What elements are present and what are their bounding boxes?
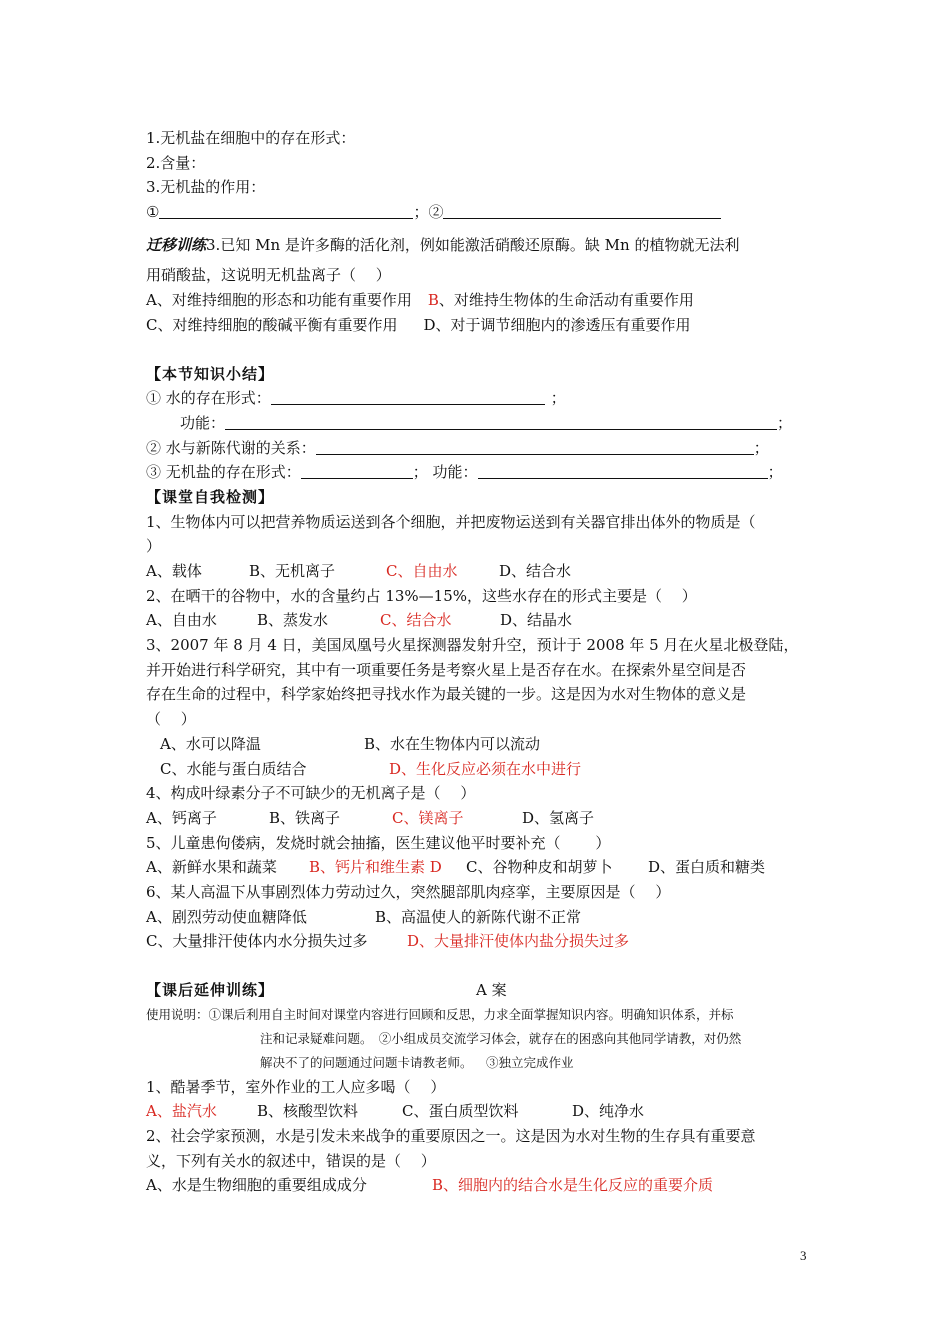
check-q6: 6、某人高温下从事剧烈体力劳动过久，突然腿部肌肉痉挛，主要原因是（ ）	[146, 882, 671, 901]
salt-function-line: 3.无机盐的作用：	[146, 178, 266, 197]
after-q2-options: A、水是生物细胞的重要组成成分 B、细胞内的结合水是生化反应的重要介质	[146, 1176, 714, 1195]
transfer-question-cont: 用硝酸盐，这说明无机盐离子（ ）	[146, 266, 391, 285]
usage-note-1: 使用说明：①课后利用自主时间对课堂内容进行回顾和反思，力求全面掌握知识内容。明确知识体系，并标	[146, 1006, 734, 1022]
check-q6-options-ab: A、剧烈劳动使血糖降低 B、高温使人的新陈代谢不正常	[146, 907, 582, 926]
function-blanks: ① ；②	[146, 200, 818, 225]
summary-line-3: ② 水与新陈代谢的关系： ；	[146, 438, 769, 457]
usage-note-2: 注和记录疑难问题。 ②小组成员交流学习体会，就存在的困惑向其他同学请教，对仍然	[260, 1030, 742, 1046]
blank-1[interactable]	[159, 203, 413, 219]
summary-line-1: ① 水的存在形式： ；	[146, 389, 566, 408]
after-q2-l1: 2、社会学家预测，水是引发未来战争的重要原因之一。这是因为水对生物的生存具有重要意	[146, 1127, 756, 1146]
check-q6-options-cd: C、大量排汗使体内水分损失过多 D、大量排汗使体内盐分损失过多	[146, 932, 630, 951]
check-q3-l2: 并开始进行科学研究，其中有一项重要任务是考察火星上是否存在水。在探索外星空间是否	[146, 660, 747, 679]
blank-2[interactable]	[443, 203, 721, 219]
check-q3-l1: 3、2007 年 8 月 4 日，美国凤凰号火星探测器发射升空，预计于 2008 年 5 月在火星北极登陆，	[146, 636, 799, 655]
after-q2-l2: 义，下列有关水的叙述中，错误的是（ ）	[146, 1151, 436, 1170]
check-q1-options: A、载体 B、无机离子 C、自由水 D、结合水	[146, 562, 572, 580]
check-q2: 2、在晒干的谷物中，水的含量约占 13%—15%，这些水存在的形式主要是（ ）	[146, 586, 697, 605]
summary-line-4: ③ 无机盐的存在形式： ； 功能： ；	[146, 463, 783, 482]
after-q1-options: A、盐汽水 B、核酸型饮料 C、蛋白质型饮料 D、纯净水	[146, 1102, 645, 1121]
transfer-options-ab: A、对维持细胞的形态和功能有重要作用 B、对维持生物体的生命活动有重要作用	[146, 291, 694, 310]
transfer-label: 迁移训练	[146, 235, 207, 254]
check-q1: 1、生物体内可以把营养物质运送到各个细胞，并把废物运送到有关器官排出体外的物质是（	[146, 512, 756, 531]
content-line: 2.含量：	[146, 153, 206, 172]
summary-title: 【本节知识小结】	[146, 364, 275, 383]
check-q3-options-cd: C、水能与蛋白质结合 D、生化反应必须在水中进行	[160, 759, 582, 778]
transfer-question: 迁移训练3.已知 Mn 是许多酶的活化剂，例如能激活硝酸还原酶。缺 Mn 的植物就无法利	[146, 235, 740, 254]
after-q1: 1、酷暑季节，室外作业的工人应多喝（ ）	[146, 1077, 446, 1096]
check-q4: 4、构成叶绿素分子不可缺少的无机离子是（ ）	[146, 784, 476, 803]
case-label: A 案	[476, 981, 507, 999]
summary-line-2: 功能： ；	[180, 413, 793, 432]
check-q4-options: A、钙离子 B、铁离子 C、镁离子 D、氢离子	[146, 808, 595, 827]
check-q3-options-ab: A、水可以降温 B、水在生物体内可以流动	[160, 734, 541, 753]
check-q3-l3: 存在生命的过程中，科学家始终把寻找水作为最关键的一步。这是因为水对生物体的意义是	[146, 685, 747, 704]
page-number: 3	[800, 1248, 807, 1263]
after-title-line	[146, 978, 818, 1003]
check-q5: 5、儿童患佝偻病，发烧时就会抽搐，医生建议他平时要补充（ ）	[146, 833, 611, 852]
check-q1-cont: ）	[146, 537, 162, 556]
usage-note-3: 解决不了的问题通过问题卡请教老师。 ③独立完成作业	[260, 1054, 574, 1070]
salt-form-line: 1.无机盐在细胞中的存在形式：	[146, 129, 356, 147]
check-q3-l4: （ ）	[146, 710, 196, 729]
after-title: 【课后延伸训练】	[146, 981, 275, 999]
transfer-options-cd: C、对维持细胞的酸碱平衡有重要作用 D、对于调节细胞内的渗透压有重要作用	[146, 315, 691, 334]
check-q5-options: A、新鲜水果和蔬菜 B、钙片和维生素 D C、谷物种皮和胡萝卜 D、蛋白质和糖类	[146, 858, 766, 877]
check-title: 【课堂自我检测】	[146, 487, 275, 506]
check-q2-options: A、自由水 B、蒸发水 C、结合水 D、结晶水	[146, 611, 573, 630]
document-page	[146, 126, 818, 1198]
